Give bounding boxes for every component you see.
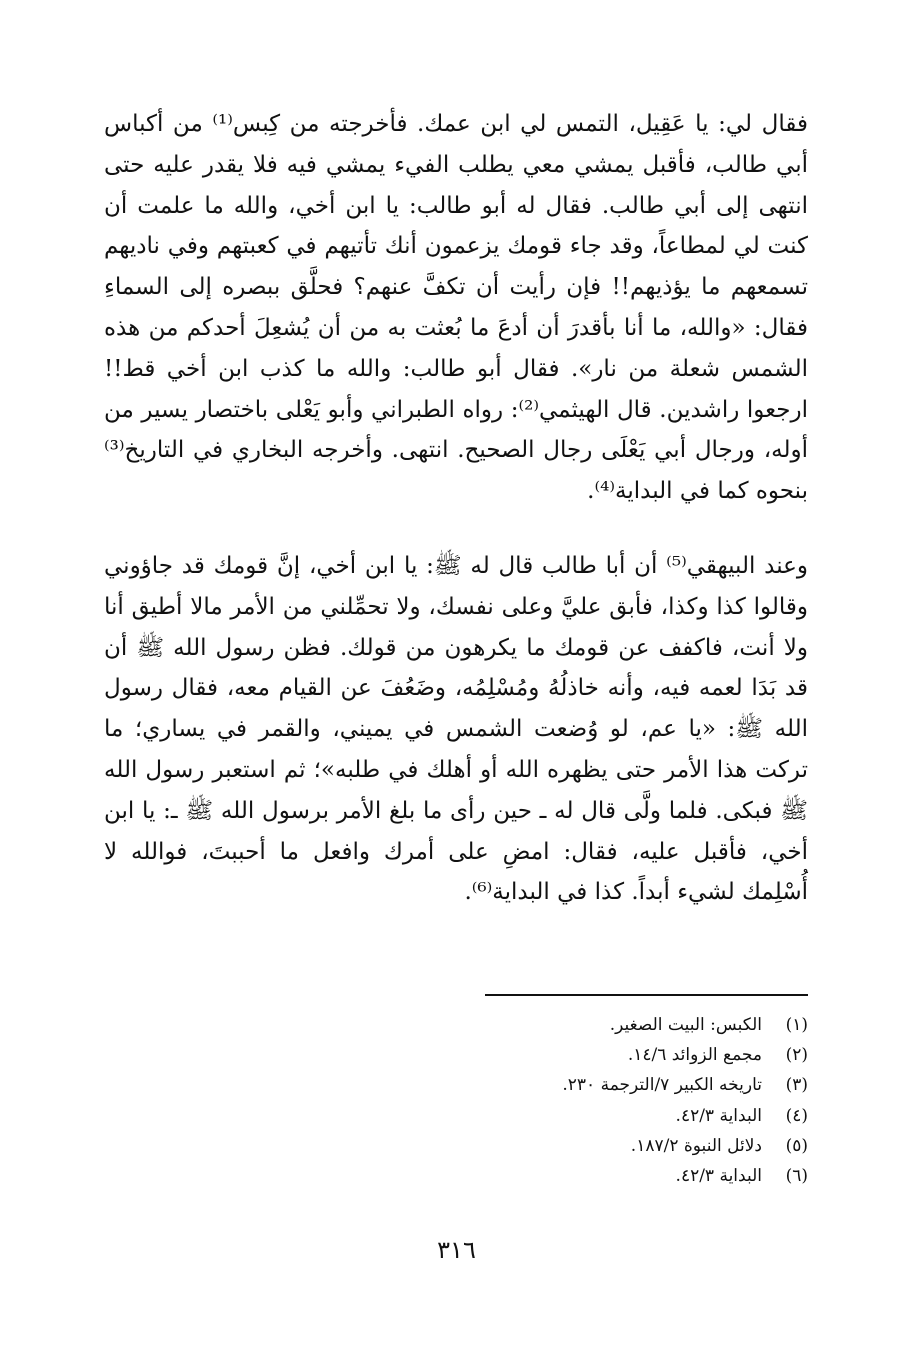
footnote-item xyxy=(248,1101,808,1131)
footnote-item xyxy=(248,1040,808,1070)
footnote-item xyxy=(248,1161,808,1191)
footnote-text: البداية ٤٢/٣. xyxy=(675,1166,762,1187)
footnote-number: (١) xyxy=(785,1015,808,1035)
footnote-number: (٤) xyxy=(785,1105,808,1126)
footnote-text: تاريخه الكبير ٧/الترجمة ٢٣٠. xyxy=(562,1075,762,1096)
footnote-text: دلائل النبوة ١٨٧/٢. xyxy=(630,1135,762,1156)
footnotes-list xyxy=(248,1010,808,1191)
footnote-text: الكبس: البيت الصغير. xyxy=(609,1015,762,1035)
paragraph-2: وعند البيهقي⁽⁵⁾ أن أبا طالب قال له ﷺ: يا ابن أخي، إنَّ قومك قد جاؤوني وقالوا كذا وكذا، فأبق عليَّ وعلى نفسك، ولا تحمِّلني من الأمر مالا أطيق أنا ولا أنت، فاكفف عن قومك ما يكرهون من قولك. فظن رسول الله ﷺ أن قد بَدَا لعمه فيه، وأنه خاذلُهُ ومُسْلِمُه، وضَعُفَ عن القيام معه، فقال رسول الله ﷺ: «يا عم، لو وُضعت الشمس في يميني، والقمر في يساري؛ ما تركت هذا الأمر حتى يظهره الله أو أهلك في طلبه»؛ ثم استعبر رسول الله ﷺ فبكى. فلما ولَّى قال له ـ حين رأى ما بلغ الأمر برسول الله ﷺ ـ: يا ابن أخي، فأقبل عليه، فقال: امضِ على أمرك وافعل ما أحببتَ، فوالله لا أُسْلِمك لشيء أبداً. كذا في البداية⁽⁶⁾. xyxy=(104,553,808,906)
footnote-text: مجمع الزوائد ١٤/٦. xyxy=(627,1045,762,1066)
footnote-separator xyxy=(485,994,808,996)
footnote-number: (٥) xyxy=(785,1135,808,1156)
footnote-item xyxy=(248,1131,808,1161)
footnote-number: (٣) xyxy=(785,1075,808,1096)
page-number: ٣١٦ xyxy=(437,1236,476,1264)
footnote-item xyxy=(248,1010,808,1040)
footnote-text: البداية ٤٢/٣. xyxy=(675,1105,762,1126)
footnote-number: (٦) xyxy=(785,1166,808,1187)
footnote-item xyxy=(248,1070,808,1100)
footnote-number: (٢) xyxy=(785,1045,808,1066)
paragraph-1: فقال لي: يا عَقِيل، التمس لي ابن عمك. فأخرجته من كِبس⁽¹⁾ من أكباس أبي طالب، فأقبل يمشي معي يطلب الفيء يمشي فيه فلا يقدر عليه حتى انتهى إلى أبي طالب. فقال له أبو طالب: يا ابن أخي، والله ما علمت أن كنت لي لمطاعاً، وقد جاء قومك يزعمون أنك تأتيهم في كعبتهم وفي ناديهم تسمعهم ما يؤذيهم!! فإن رأيت أن تكفَّ عنهم؟ فحلَّق ببصره إلى السماءِ فقال: «والله، ما أنا بأقدرَ أن أدعَ ما بُعثت به من أن يُشعِلَ أحدكم من هذه الشمس شعلة من نار». فقال أبو طالب: والله ما كذب ابن أخي قط!! ارجعوا راشدين. قال الهيثمي⁽²⁾: رواه الطبراني وأبو يَعْلى باختصار يسير من أوله، ورجال أبي يَعْلَى رجال الصحيح. انتهى. وأخرجه البخاري في التاريخ⁽³⁾ بنحوه كما في البداية⁽⁴⁾. xyxy=(104,111,808,505)
